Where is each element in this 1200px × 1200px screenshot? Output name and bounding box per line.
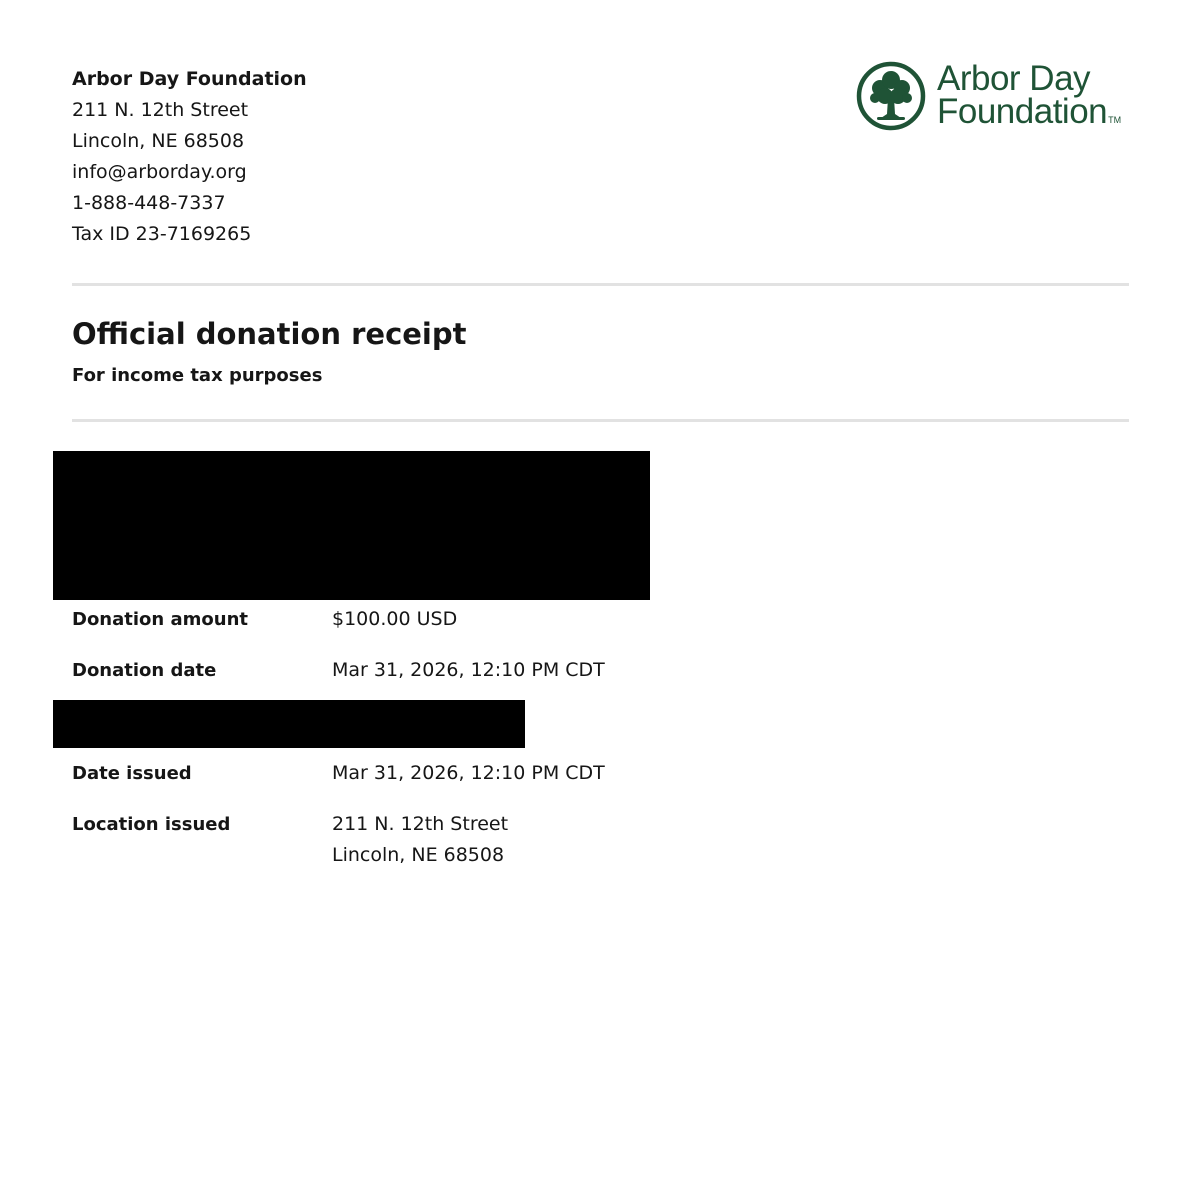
date-issued-label: Date issued <box>72 763 192 784</box>
logo-wordmark <box>937 59 1122 137</box>
page-title: Official donation receipt <box>72 317 467 351</box>
donation-date-value: Mar 31, 2026, 12:10 PM CDT <box>332 659 605 681</box>
page-subtitle: For income tax purposes <box>72 365 323 386</box>
organization-name: Arbor Day Foundation <box>72 68 307 90</box>
redaction-block-donor <box>53 451 650 600</box>
date-issued-value: Mar 31, 2026, 12:10 PM CDT <box>332 762 605 784</box>
organization-email: info@arborday.org <box>72 161 247 183</box>
organization-street: 211 N. 12th Street <box>72 99 249 121</box>
donation-amount-label: Donation amount <box>72 609 248 630</box>
donation-amount-value: $100.00 USD <box>332 608 458 630</box>
divider-bottom <box>72 419 1129 422</box>
logo-wordmark-line2: Foundation <box>937 92 1108 131</box>
organization-tax-id: Tax ID 23-7169265 <box>72 223 252 245</box>
trademark-mark: TM <box>1108 115 1122 125</box>
donation-date-label: Donation date <box>72 660 217 681</box>
logo-wordmark-line2-wrap <box>937 92 1122 137</box>
organization-city-state-zip: Lincoln, NE 68508 <box>72 130 245 152</box>
divider-top <box>72 283 1129 286</box>
organization-phone: 1-888-448-7337 <box>72 192 226 214</box>
location-issued-label: Location issued <box>72 814 231 835</box>
location-issued-value <box>332 809 508 871</box>
tree-in-circle-icon <box>855 60 927 132</box>
location-issued-city: Lincoln, NE 68508 <box>332 844 505 866</box>
redaction-block-receipt-number <box>53 700 525 748</box>
sender-address-block <box>72 64 572 250</box>
logo-wordmark-line1: Arbor Day <box>937 59 1091 98</box>
location-issued-street: 211 N. 12th Street <box>332 813 509 835</box>
arbor-day-logo <box>855 60 1135 134</box>
